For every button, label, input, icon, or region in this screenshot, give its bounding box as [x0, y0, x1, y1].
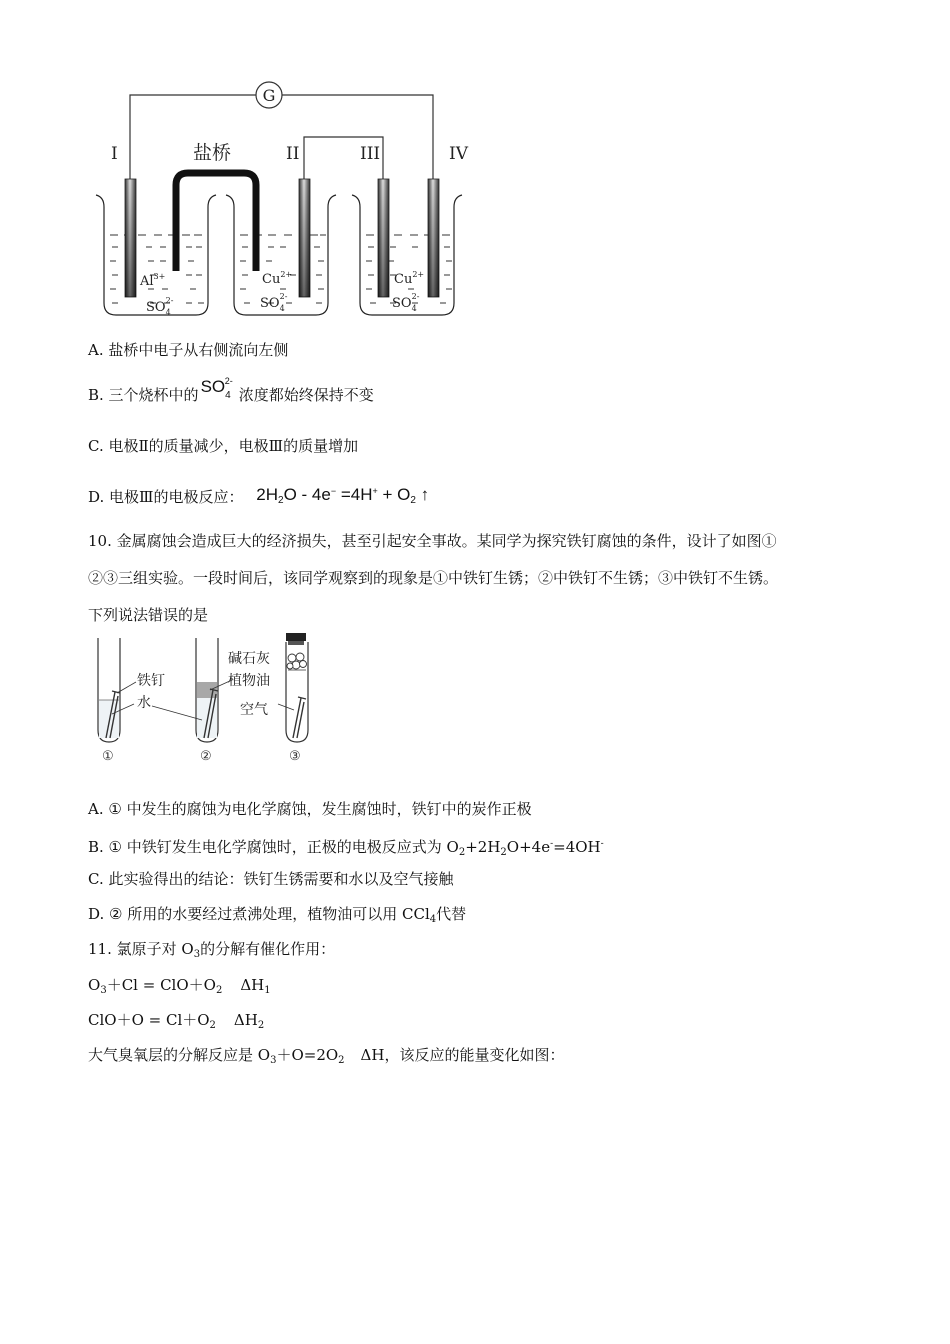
- q10-option-b: B. ① 中铁钉发生电化学腐蚀时，正极的电极反应式为 $O_2+2H_2O+4e^-=4OH^-$: [88, 838, 604, 858]
- q9-option-d: D. 电极Ⅲ的电极反应： $2H_2O - 4e^- =4H^+ + O_2$ ↑: [88, 485, 430, 506]
- galvanometer: [256, 82, 282, 108]
- salt-bridge: [176, 173, 256, 271]
- enthalpy-symbol: ΔH: [233, 1011, 258, 1029]
- label-iron-nail: 铁钉: [137, 673, 165, 689]
- iron-nail-3: [293, 697, 306, 738]
- electrochemical-cell-diagram: [90, 75, 480, 325]
- electrode-i: [125, 179, 136, 297]
- electrode-label-iv: IV: [449, 144, 468, 164]
- q10-stem-line-1: 10. 金属腐蚀会造成巨大的经济损失，甚至引起安全事故。某同学为探究铁钉腐蚀的条件，设计了如图①: [88, 532, 777, 550]
- svg-text:Cu2+: $Cu^{2+}$: [262, 270, 293, 287]
- q9-option-c: C. 电极Ⅱ的质量减少，电极Ⅲ的质量增加: [88, 437, 359, 455]
- q11-overall-reaction: 大气臭氧层的分解反应是 $O_3+O=2O_2$ ΔH，该反应的能量变化如图：: [88, 1046, 565, 1066]
- q10-option-c: C. 此实验得出的结论：铁钉生锈需要和水以及空气接触: [88, 870, 454, 888]
- svg-text:G: G: [262, 86, 276, 105]
- q9-option-b: B. 三个烧杯中的 $SO_4^{2-}$浓度都始终保持不变: [88, 376, 374, 404]
- beaker-3-ion-labels: [392, 270, 424, 313]
- soda-lime-granules: [287, 653, 307, 669]
- electrode-ii: [299, 179, 310, 297]
- svg-text:SO42-: $SO_42-$: [392, 292, 420, 313]
- electrode-label-i: I: [111, 144, 118, 164]
- stopper: [286, 633, 306, 641]
- q10-option-a: A. ① 中发生的腐蚀为电化学腐蚀，发生腐蚀时，铁钉中的炭作正极: [88, 800, 532, 818]
- external-circuit-wire: [130, 95, 433, 180]
- svg-text:SO42-: $SO_42-$: [146, 296, 174, 317]
- beaker-1: [96, 195, 216, 315]
- q9-option-a: A. 盐桥中电子从右侧流向左侧: [88, 341, 289, 359]
- test-tube-2: [152, 638, 232, 764]
- q11-equation-1: $O_3+Cl = ClO+O_2$ $\Delta H_1$: [88, 976, 271, 996]
- label-vegetable-oil: 植物油: [228, 673, 270, 689]
- q11-stem: 11. 氯原子对 $O_3$的分解有催化作用：: [88, 940, 336, 960]
- beaker-2-ion-labels: [260, 270, 292, 313]
- electrode-iii-equation: $2H_2O - 4e^- =4H^+ + O_2$ ↑: [256, 485, 430, 506]
- svg-text:Cu2+: $Cu^{2+}$: [394, 270, 425, 287]
- label-soda-lime: 碱石灰: [228, 651, 270, 667]
- q10-stem-line-2: ②③三组实验。一段时间后，该同学观察到的现象是①中铁钉生锈；②中铁钉不生锈；③中铁钉不生锈。: [88, 569, 779, 587]
- label-air: 空气: [240, 702, 268, 718]
- tube-number-1: ①: [102, 749, 114, 764]
- q11-equation-2: $ClO+O = Cl+O_2$ $\Delta H_2$: [88, 1011, 265, 1031]
- svg-text:SO42-: $SO_42-$: [260, 292, 288, 313]
- test-tube-3: [278, 633, 308, 764]
- electrode-iii: [378, 179, 389, 297]
- label-water: 水: [137, 695, 151, 711]
- iron-nail-corrosion-diagram: [90, 630, 330, 770]
- enthalpy-symbol: ΔH: [240, 976, 265, 994]
- svg-text:Al3+: $Al^{3+}$: [140, 272, 166, 289]
- water-pointer-2: [152, 706, 202, 720]
- test-tube-1: [98, 638, 165, 764]
- tube-number-2: ②: [200, 749, 212, 764]
- tube-number-3: ③: [289, 749, 301, 764]
- electrode-label-ii: II: [286, 144, 300, 164]
- beaker-1-ion-labels: [139, 272, 174, 317]
- q10-option-d: D. ② 所用的水要经过煮沸处理，植物油可以用 CCl$_4$代替: [88, 905, 467, 925]
- electrode-label-iii: III: [360, 144, 381, 164]
- salt-bridge-label: 盐桥: [193, 142, 232, 164]
- electrode-iv: [428, 179, 439, 297]
- q10-stem-line-3: 下列说法错误的是: [88, 606, 209, 624]
